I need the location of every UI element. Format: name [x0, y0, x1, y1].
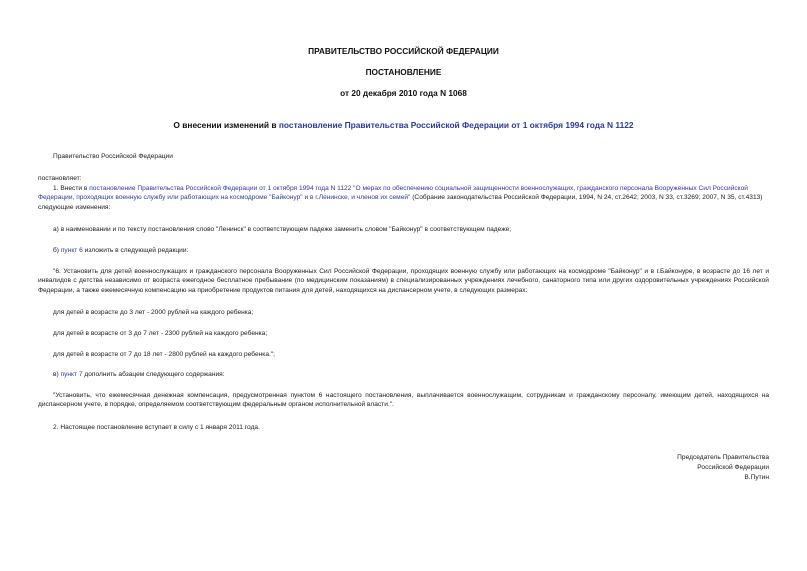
paragraph-v [38, 370, 769, 379]
document-type-heading: ПОСТАНОВЛЕНИЕ [365, 67, 442, 77]
paragraph-1-suffix: (Собрание законодательства Российской Федерации, 1994, N 24, ст.2642; 2003, N 33, ст.3269; 2007, N 35, ст.4313) следующие изменения: [38, 194, 763, 211]
title-link[interactable]: постановление Правительства Российской Федерации от 1 октября 1994 года N 1122 [278, 120, 634, 130]
paragraph-b-prefix: б) [53, 247, 61, 254]
government-heading: ПРАВИТЕЛЬСТВО РОССИЙСКОЙ ФЕДЕРАЦИИ [308, 46, 499, 56]
rate-3-to-7: для детей в возрасте от 3 до 7 лет - 2300 рублей на каждого ребенка; [53, 330, 268, 337]
signature-title: Председатель Правительства [677, 454, 769, 461]
intro-text: Правительство Российской Федерации [53, 153, 173, 160]
item-6-text: "6. Установить для детей военнослужащих и гражданского персонала Вооруженных Сил Российской Федерации, проходящих военную службу или работающих на космодроме "Байконур" и в г.Байконуре, в возрасте до 16 лет и инвалидов с детства независимо от возраста ежегодное бесплатное пребывание (по медицинским показаниям) в специализированных учреждениях лечебного, санаторного типа или других оздоровительных учреждениях Российской Федерации, а также ежемесячную компенсацию на приобретение продуктов питания для детей, находящихся на диспансерном учете, в следующих размерах: [38, 268, 769, 294]
paragraph-v-prefix: в) [53, 371, 61, 378]
date-number-heading: от 20 декабря 2010 года N 1068 [340, 88, 467, 98]
paragraph-v-suffix: дополнить абзацем следующего содержания: [82, 371, 225, 378]
paragraph-b [38, 246, 769, 255]
document-page [38, 0, 769, 571]
paragraph-v-link[interactable]: пункт 7 [60, 371, 83, 378]
paragraph-b-link[interactable]: пункт 6 [60, 247, 83, 254]
paragraph-1 [38, 184, 769, 212]
rate-7-to-18: для детей в возрасте от 7 до 18 лет - 2800 рублей на каждого ребенка."; [53, 351, 276, 358]
document-title [38, 121, 769, 130]
paragraph-b-suffix: изложить в следующей редакции: [82, 247, 189, 254]
rate-under-3: для детей в возрасте до 3 лет - 2000 рублей на каждого ребенка; [53, 309, 254, 316]
decrees-text: постановляет: [38, 175, 82, 182]
item-7-text: "Установить, что ежемесячная денежная компенсация, предусмотренная пунктом 6 настоящего постановления, выплачивается военнослужащим, сотрудникам и гражданскому персоналу, имеющим детей, находящихся на диспансерном учете, в порядке, определяемом соответствующим федеральным органом исполнительной власти.". [38, 392, 769, 409]
signature-name: В.Путин [744, 474, 769, 481]
title-prefix: О внесении изменений в [173, 120, 279, 130]
paragraph-1-prefix: 1. Внести в [53, 185, 90, 192]
paragraph-2: 2. Настоящее постановление вступает в силу с 1 января 2011 года. [53, 424, 260, 431]
paragraph-1-link[interactable]: постановление Правительства Российской Федерации от 1 октября 1994 года N 1122 "О мерах по обеспечению социальной защищенности военнослужащих, гражданского персонала Вооруженных Сил Российской Федерации, проходящих военную службу или работающих на космодроме "Байконур" и в г.Ленинске, и членов их семей" [38, 185, 748, 202]
paragraph-a: а) в наименовании и по тексту постановления слово "Ленинск" в соответствующем падеже заменить словом "Байконур" в соответствующем падеже; [53, 226, 512, 233]
signature-org: Российской Федерации [697, 464, 769, 471]
